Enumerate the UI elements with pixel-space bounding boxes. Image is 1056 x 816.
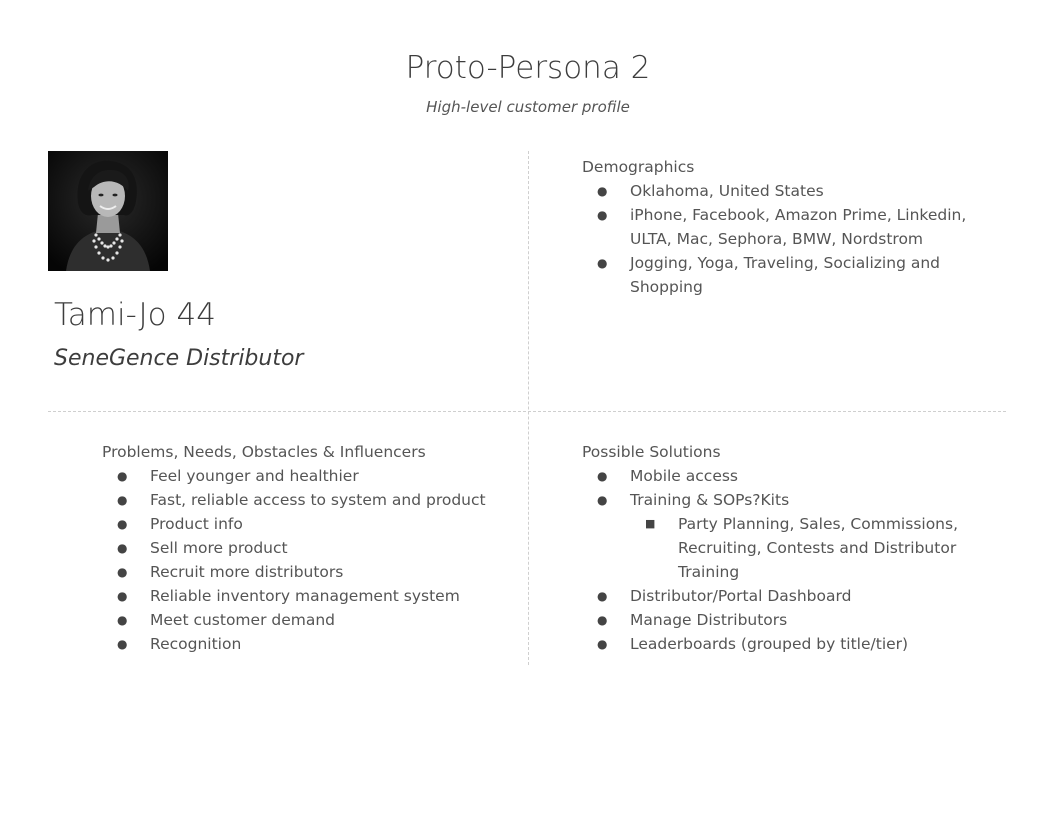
- list-item: [582, 488, 982, 584]
- list-item: ● Meet customer demand: [102, 608, 502, 632]
- solutions-list: [582, 464, 982, 656]
- list-item: ● Sell more product: [102, 536, 502, 560]
- horizontal-divider: [48, 411, 1006, 412]
- list-item: ● Fast, reliable access to system and product: [102, 488, 502, 512]
- list-item: ● Leaderboards (grouped by title/tier): [582, 632, 982, 656]
- list-item: ● Jogging, Yoga, Traveling, Socializing and Shopping: [582, 251, 982, 299]
- problems-list: [102, 464, 502, 656]
- list-item: ● Oklahoma, United States: [582, 179, 982, 203]
- sub-list-item: ■ Party Planning, Sales, Commissions, Recruiting, Contests and Distributor Training: [630, 512, 982, 584]
- persona-photo: [48, 151, 168, 271]
- solutions-section: [582, 440, 982, 656]
- demographics-section: [582, 155, 982, 299]
- persona-role: SeneGence Distributor: [54, 346, 304, 371]
- problems-section: [102, 440, 502, 656]
- list-item: ● iPhone, Facebook, Amazon Prime, Linkedin, ULTA, Mac, Sephora, BMW, Nordstrom: [582, 203, 982, 251]
- demographics-list: [582, 179, 982, 299]
- persona-name: Tami-Jo 44: [54, 297, 216, 333]
- solutions-title: Possible Solutions: [582, 443, 721, 461]
- list-item: ● Reliable inventory management system: [102, 584, 502, 608]
- list-item: ● Feel younger and healthier: [102, 464, 502, 488]
- list-item-label: Training & SOPs?Kits: [630, 491, 790, 509]
- demographics-title: Demographics: [582, 158, 695, 176]
- list-item: ● Mobile access: [582, 464, 982, 488]
- list-item: ● Product info: [102, 512, 502, 536]
- problems-title: Problems, Needs, Obstacles & Influencers: [102, 443, 426, 461]
- vertical-divider: [528, 151, 529, 665]
- list-item: ● Distributor/Portal Dashboard: [582, 584, 982, 608]
- page-title: Proto-Persona 2: [405, 50, 651, 86]
- list-item: ● Recognition: [102, 632, 502, 656]
- page-subtitle: High-level customer profile: [426, 98, 630, 116]
- sub-list: [630, 512, 982, 584]
- list-item: ● Manage Distributors: [582, 608, 982, 632]
- list-item: ● Recruit more distributors: [102, 560, 502, 584]
